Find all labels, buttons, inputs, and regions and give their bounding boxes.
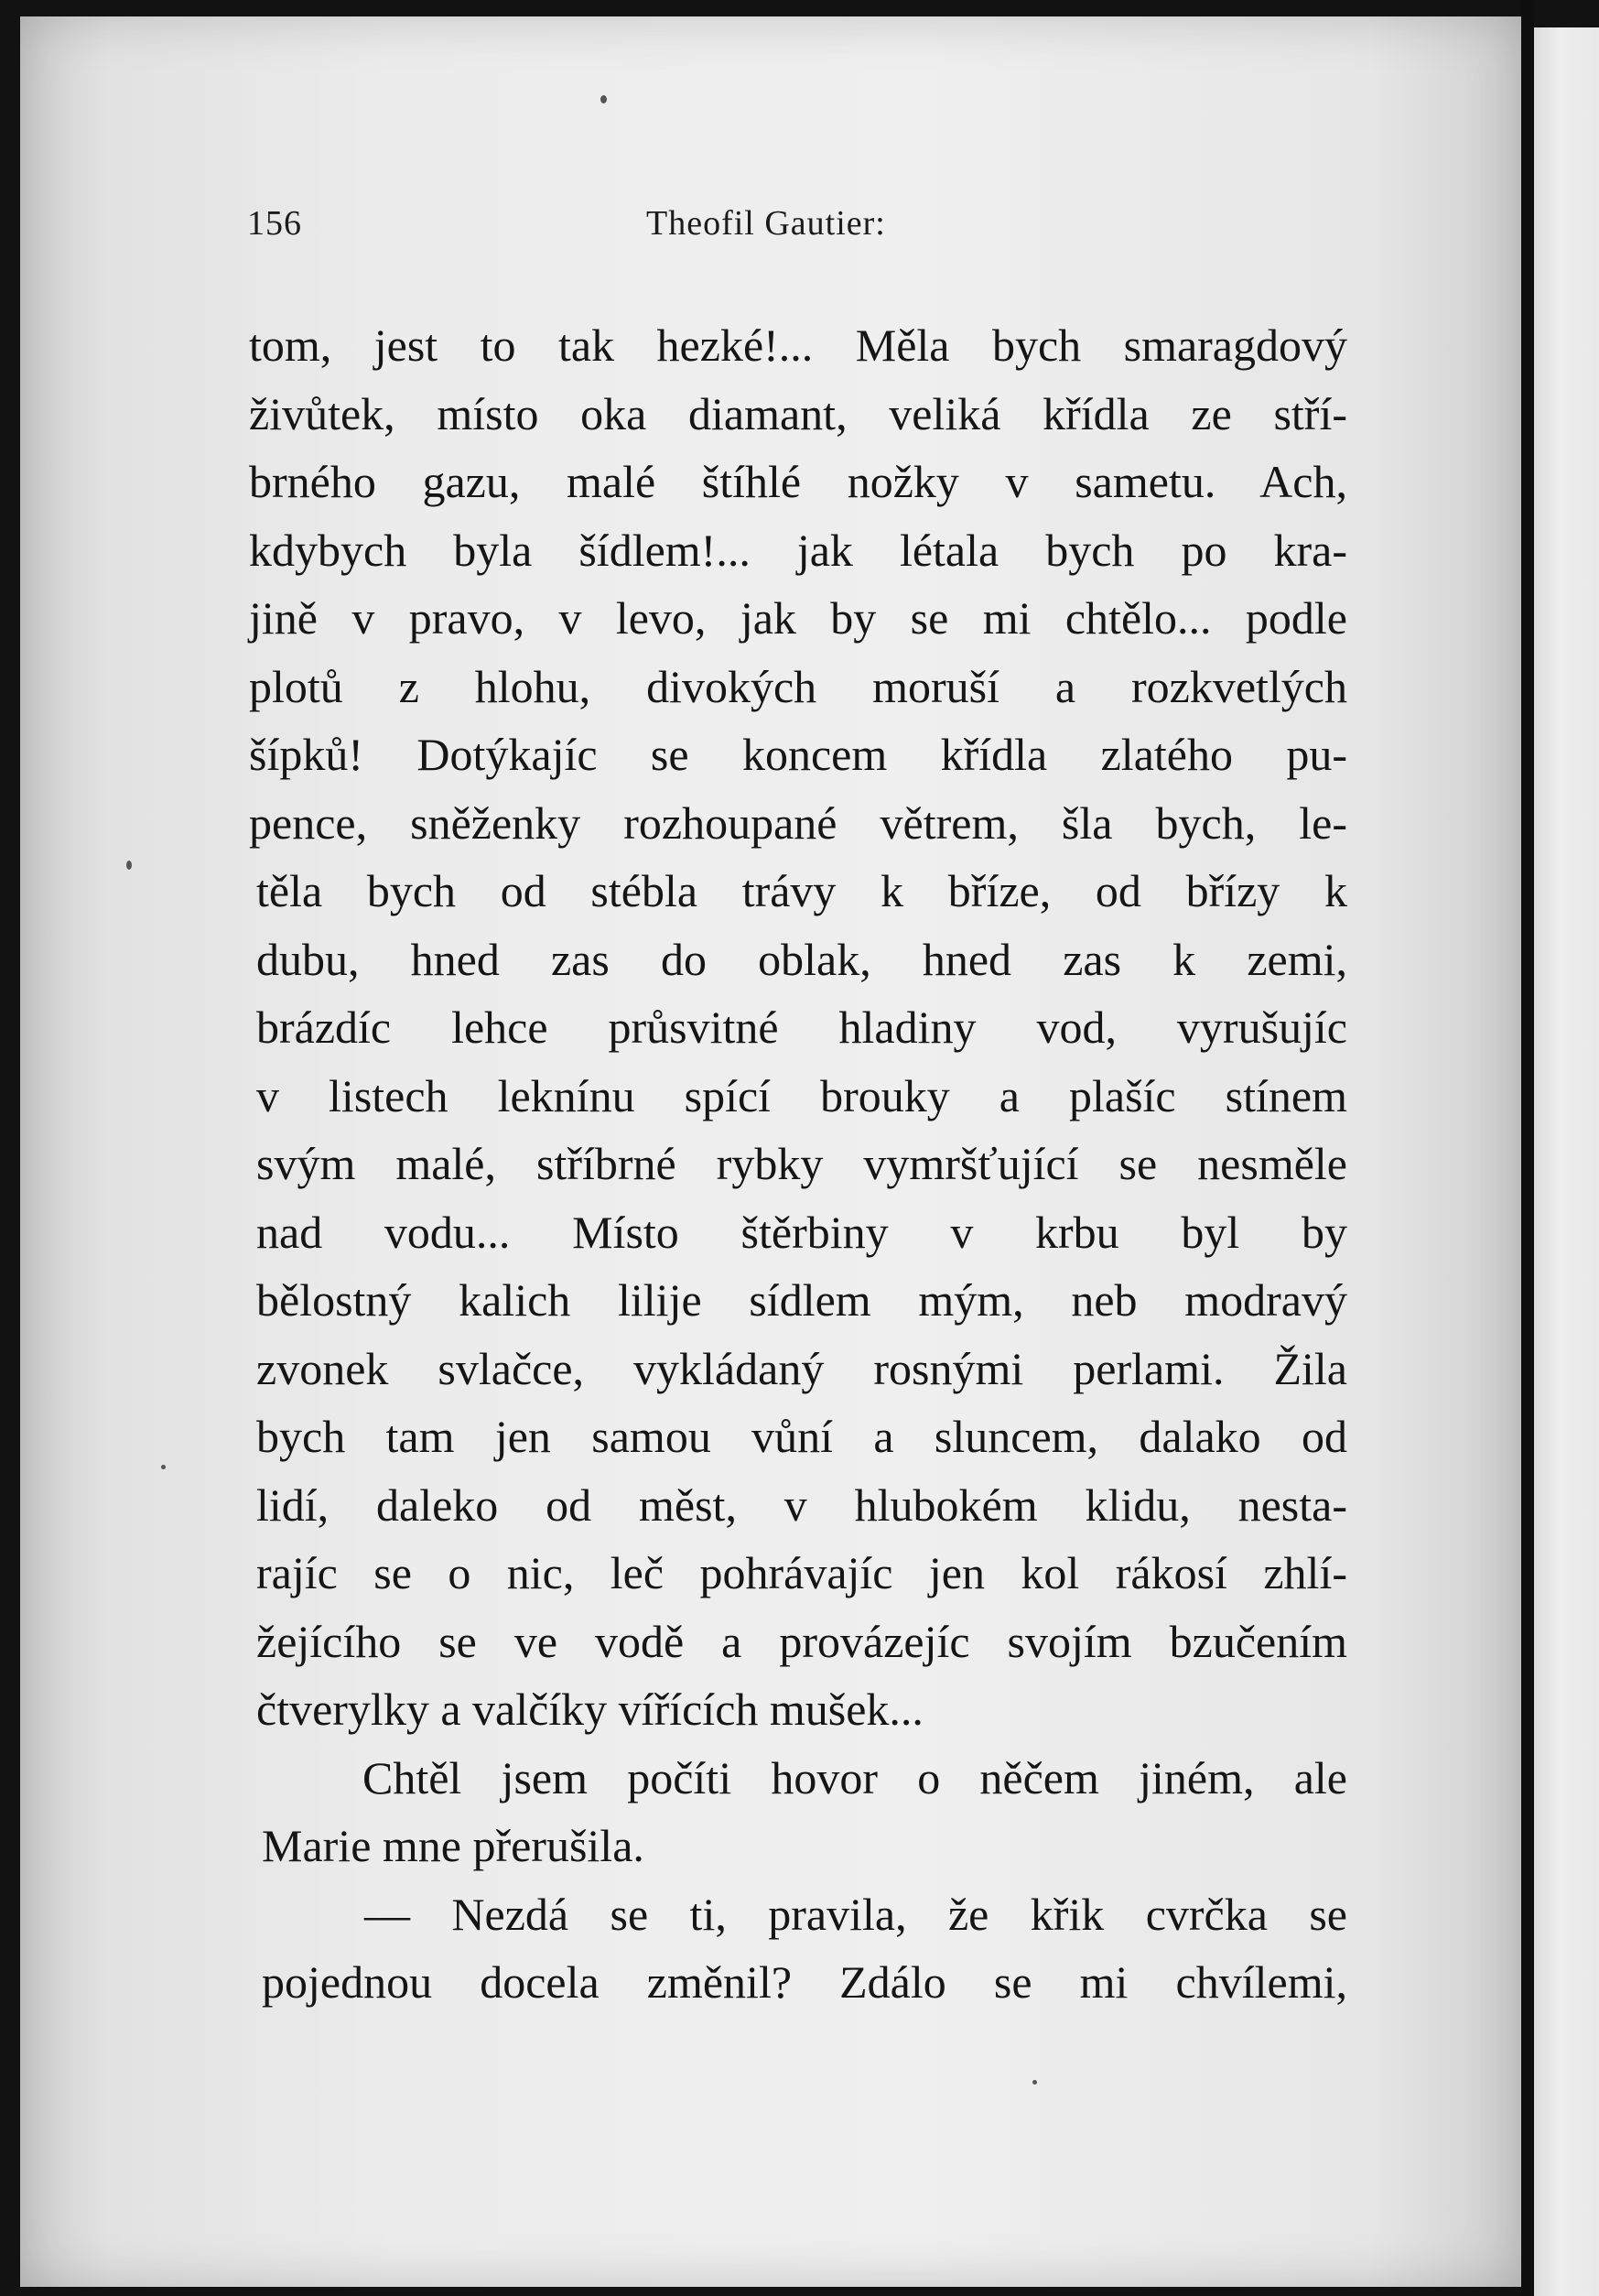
scan-speck [600, 95, 607, 103]
text-line: nad vodu... Místo štěrbiny v krbu byl by [256, 1206, 1347, 1258]
text-line: čtverylky a valčíky vířících mušek... [256, 1684, 924, 1735]
text-line: živůtek, místo oka diamant, veliká křídla ze stří- [249, 387, 1347, 439]
text-line: bělostný kalich lilije sídlem mým, neb modravý [256, 1274, 1347, 1326]
text-line: Chtěl jsem počíti hovor o něčem jiném, ale [362, 1751, 1347, 1803]
text-line: jině v pravo, v levo, jak by se mi chtělo... podle [249, 592, 1347, 644]
text-line: lidí, daleko od měst, v hlubokém klidu, nesta- [256, 1478, 1347, 1531]
text-line: tom, jest to tak hezké!... Měla bych smaragdový [249, 319, 1347, 371]
scan-speck [161, 1465, 166, 1469]
text-line: plotů z hlohu, divokých moruší a rozkvetlých [249, 660, 1347, 712]
text-line: brného gazu, malé štíhlé nožky v sametu. Ach, [249, 456, 1347, 507]
text-line: v listech leknínu spící brouky a plašíc stínem [256, 1069, 1347, 1121]
text-line: zvonek svlačce, vykládaný rosnými perlami. Žila [256, 1342, 1347, 1394]
page-header [247, 203, 1364, 249]
text-line: žejícího se ve vodě a provázejíc svojím bzučením [256, 1615, 1347, 1667]
text-line: těla bych od stébla trávy k bříze, od břízy k [256, 865, 1347, 916]
text-line: — Nezdá se ti, pravila, že křik cvrčka se [364, 1888, 1347, 1940]
scan-speck [126, 861, 132, 870]
text-line: rajíc se o nic, leč pohrávajíc jen kol rákosí zhlí- [256, 1547, 1347, 1598]
text-line: pojednou docela změnil? Zdálo se mi chvílemi, [262, 1956, 1347, 2008]
page-number: 156 [247, 204, 302, 243]
text-line: svým malé, stříbrné rybky vymršťující se nesměle [256, 1138, 1347, 1189]
scan-speck [1032, 2080, 1037, 2085]
running-head: Theofil Gautier: [646, 204, 886, 243]
body-text [249, 311, 1347, 2017]
text-line: bych tam jen samou vůní a sluncem, dalako od [256, 1411, 1347, 1462]
page-gutter-shadow [1521, 0, 1534, 2296]
text-line: kdybych byla šídlem!... jak létala bych po kra- [249, 524, 1347, 576]
text-line: pence, sněženky rozhoupané větrem, šla bych, le- [249, 796, 1347, 849]
next-page-edge [1534, 27, 1599, 2296]
text-line: Marie mne přerušila. [262, 1820, 644, 1871]
text-line: šípků! Dotýkajíc se koncem křídla zlatého pu- [249, 729, 1347, 780]
text-line: dubu, hned zas do oblak, hned zas k zemi, [256, 933, 1347, 985]
text-line: brázdíc lehce průsvitné hladiny vod, vyrušujíc [256, 1002, 1347, 1053]
